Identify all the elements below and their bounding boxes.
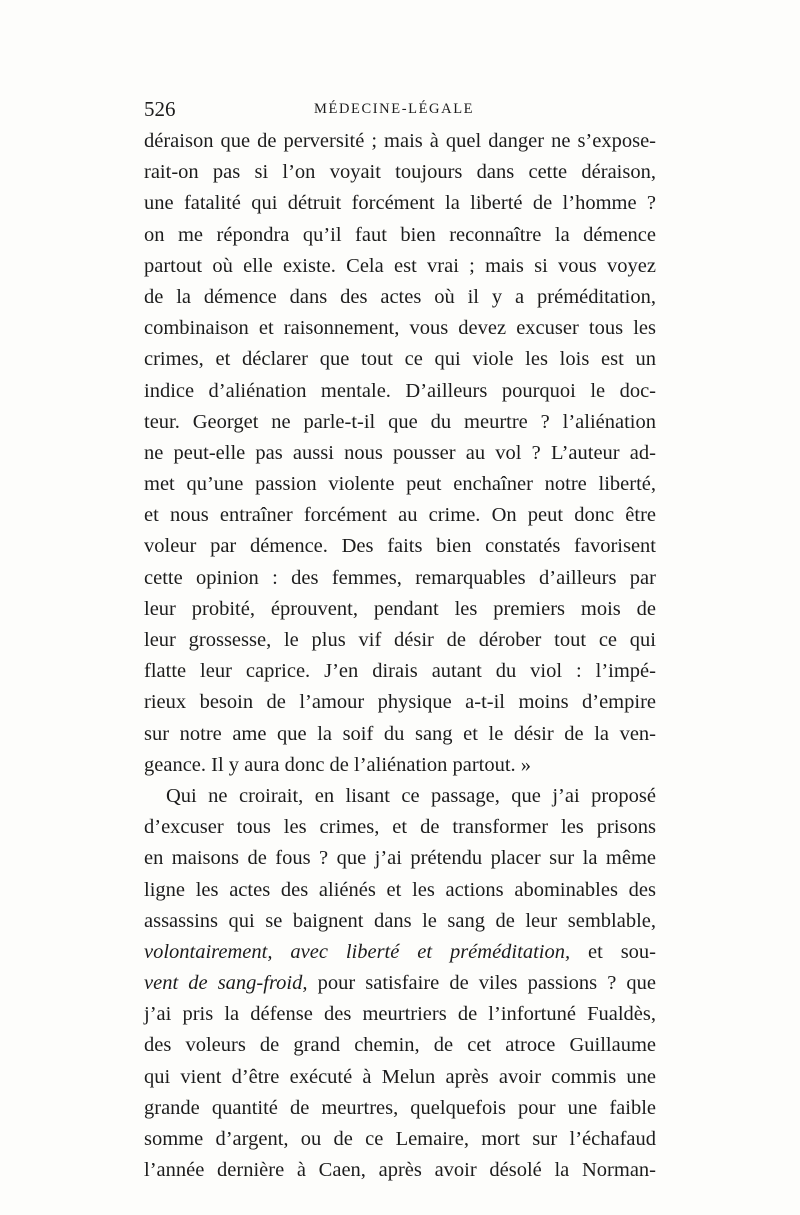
page-header [144,97,654,123]
text-line: voleur par démence. Des faits bien constatés favorisent [144,535,656,558]
text-line: de la démence dans des actes où il y a préméditation, [144,285,656,308]
running-title: MÉDECINE-LÉGALE [314,101,475,117]
text-line: met qu’une passion violente peut enchaîner notre liberté, [144,473,656,496]
text-line: qui vient d’être exécuté à Melun après avoir commis une [144,1065,656,1088]
text-line: teur. Georget ne parle-t-il que du meurtre ? l’aliénation [144,410,656,433]
italic-text: vent de sang-froid, [144,972,308,995]
roman-text: pour satisfaire de viles passions ? que [307,972,657,995]
text-line: déraison que de perversité ; mais à quel danger ne s’expose- [144,130,656,152]
text-line: d’excuser tous les crimes, et de transformer les prisons [144,816,656,839]
text-line: indice d’aliénation mentale. D’ailleurs pourquoi le doc- [144,379,656,402]
text-line: j’ai pris la défense des meurtriers de l’infortuné Fualdès, [144,1003,656,1026]
text-line: sur notre ame que la soif du sang et le désir de la ven- [144,722,656,745]
roman-text: et sou- [570,940,656,963]
text-line: en maisons de fous ? que j’ai prétendu placer sur la même [144,847,656,870]
text-line: leur probité, éprouvent, pendant les premiers mois de [144,597,656,620]
text-line [144,937,656,968]
text-line: ligne les actes des aliénés et les actions abominables des [144,878,656,901]
text-line: rieux besoin de l’amour physique a-t-il moins d’empire [144,691,656,714]
text-line: ne peut-elle pas aussi nous pousser au vol ? L’auteur ad- [144,441,656,464]
text-line: l’année dernière à Caen, après avoir désolé la Norman- [144,1159,656,1182]
text-line: Qui ne croirait, en lisant ce passage, que j’ai proposé [166,784,656,807]
text-line: on me répondra qu’il faut bien reconnaître la démence [144,223,656,246]
text-line: geance. Il y aura donc de l’aliénation partout. » [144,753,532,776]
body-text [144,126,656,1186]
text-line: partout où elle existe. Cela est vrai ; mais si vous voyez [144,254,656,277]
text-line: leur grossesse, le plus vif désir de dérober tout ce qui [144,629,656,651]
italic-text: volontairement, avec liberté et préméditation, [144,940,571,963]
text-line: une fatalité qui détruit forcément la liberté de l’homme ? [144,192,656,215]
text-line: somme d’argent, ou de ce Lemaire, mort sur l’échafaud [144,1128,656,1150]
text-line: grande quantité de meurtres, quelquefois pour une faible [144,1096,656,1119]
text-line: assassins qui se baignent dans le sang de leur semblable, [144,909,656,932]
text-line: flatte leur caprice. J’en dirais autant du viol : l’impé- [144,660,656,683]
text-line [144,968,656,999]
text-line: cette opinion : des femmes, remarquables d’ailleurs par [144,566,656,589]
text-line: crimes, et déclarer que tout ce qui viole les lois est un [144,348,656,371]
text-line: rait-on pas si l’on voyait toujours dans cette déraison, [144,161,656,184]
text-line: combinaison et raisonnement, vous devez excuser tous les [144,317,656,340]
page-number: 526 [144,97,176,121]
text-line: et nous entraîner forcément au crime. On peut donc être [144,504,656,527]
text-line: des voleurs de grand chemin, de cet atroce Guillaume [144,1034,656,1057]
